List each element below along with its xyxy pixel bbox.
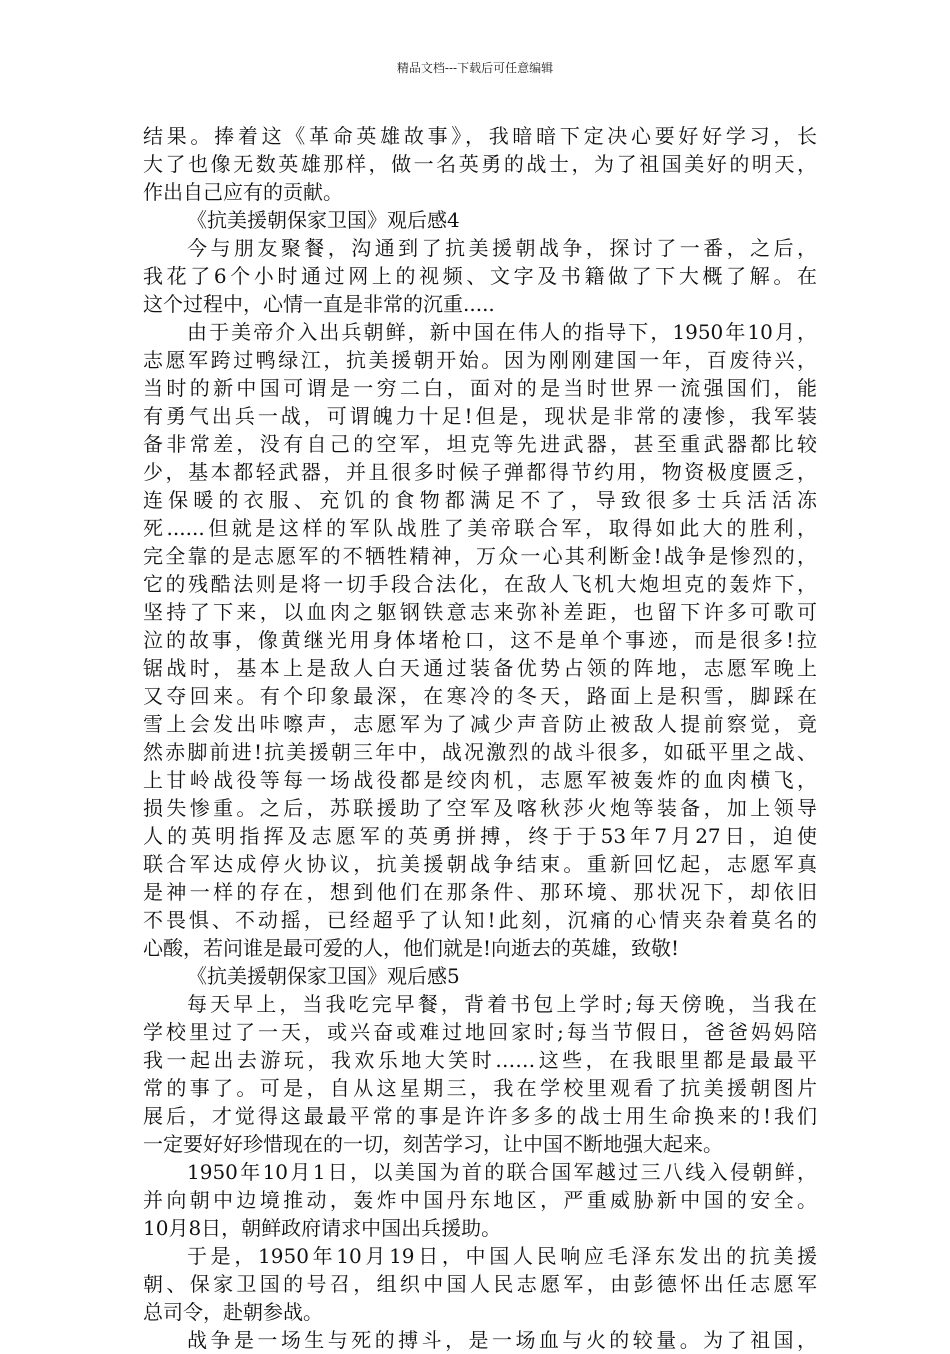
section-heading: 《抗美援朝保家卫国》观后感4 (187, 208, 460, 232)
text-line: 朝、保家卫国的号召，组织中国人民志愿军，由彭德怀出任志愿军 (143, 1272, 817, 1296)
text-line: 结果。捧着这《革命英雄故事》，我暗暗下定决心要好好学习，长 (143, 124, 817, 148)
text-line: 作出自己应有的贡献。 (143, 180, 343, 204)
text-line: 这个过程中，心情一直是非常的沉重..... (143, 292, 495, 316)
text-line: 1950年10月1日，以美国为首的联合国军越过三八线入侵朝鲜， (187, 1160, 817, 1184)
text-line: 少，基本都轻武器，并且很多时候子弹都得节约用，物资极度匮乏， (143, 460, 817, 484)
text-line: 锯战时，基本上是敌人白天通过装备优势占领的阵地，志愿军晚上 (143, 656, 817, 680)
text-line: 由于美帝介入出兵朝鲜，新中国在伟人的指导下，1950年10月， (187, 320, 817, 344)
text-line: 当时的新中国可谓是一穷二白，面对的是当时世界一流强国们，能 (143, 376, 817, 400)
text-line: 人的英明指挥及志愿军的英勇拼搏，终于于53年7月27日，迫使 (143, 824, 817, 848)
text-line: 我一起出去游玩，我欢乐地大笑时……这些，在我眼里都是最最平 (143, 1048, 817, 1072)
text-line: 大了也像无数英雄那样，做一名英勇的战士，为了祖国美好的明天， (143, 152, 817, 176)
text-line: 于是，1950年10月19日，中国人民响应毛泽东发出的抗美援 (187, 1244, 817, 1268)
text-line: 完全靠的是志愿军的不牺牲精神，万众一心其利断金!战争是惨烈的， (143, 544, 817, 568)
text-line: 然赤脚前进!抗美援朝三年中，战况激烈的战斗很多，如砥平里之战、 (143, 740, 817, 764)
text-line: 连保暖的衣服、充饥的食物都满足不了，导致很多士兵活活冻 (143, 488, 817, 512)
text-line: 又夺回来。有个印象最深，在寒冷的冬天，路面上是积雪，脚踩在 (143, 684, 817, 708)
text-line: 有勇气出兵一战，可谓魄力十足!但是，现状是非常的凄惨，我军装 (143, 404, 817, 428)
text-line: 联合军达成停火协议，抗美援朝战争结束。重新回忆起，志愿军真 (143, 852, 817, 876)
text-line: 常的事了。可是，自从这星期三，我在学校里观看了抗美援朝图片 (143, 1076, 817, 1100)
text-line: 它的残酷法则是将一切手段合法化，在敌人飞机大炮坦克的轰炸下， (143, 572, 817, 596)
text-line: 展后，才觉得这最最平常的事是许许多多的战士用生命换来的!我们 (143, 1104, 817, 1128)
text-line: 不畏惧、不动摇，已经超乎了认知!此刻，沉痛的心情夹杂着莫名的 (143, 908, 817, 932)
text-line: 战争是一场生与死的搏斗，是一场血与火的较量。为了祖国， (187, 1328, 817, 1352)
text-line: 心酸，若问谁是最可爱的人，他们就是!向逝去的英雄，致敬! (143, 936, 680, 960)
text-line: 并向朝中边境推动，轰炸中国丹东地区，严重威胁新中国的安全。 (143, 1188, 817, 1212)
text-line: 10月8日，朝鲜政府请求中国出兵援助。 (143, 1216, 502, 1240)
text-line: 学校里过了一天，或兴奋或难过地回家时;每当节假日，爸爸妈妈陪 (143, 1020, 817, 1044)
section-heading: 《抗美援朝保家卫国》观后感5 (187, 964, 460, 988)
text-line: 雪上会发出咔嚓声，志愿军为了减少声音防止被敌人提前察觉，竟 (143, 712, 817, 736)
text-line: 死......但就是这样的军队战胜了美帝联合军，取得如此大的胜利， (143, 516, 817, 540)
text-line: 坚持了下来，以血肉之躯钢铁意志来弥补差距，也留下许多可歌可 (143, 600, 817, 624)
text-line: 损失惨重。之后，苏联援助了空军及喀秋莎火炮等装备，加上领导 (143, 796, 817, 820)
text-line: 我花了6个小时通过网上的视频、文字及书籍做了下大概了解。在 (143, 264, 817, 288)
text-line: 泣的故事，像黄继光用身体堵枪口，这不是单个事迹，而是很多!拉 (143, 628, 817, 652)
text-line: 一定要好好珍惜现在的一切，刻苦学习，让中国不断地强大起来。 (143, 1132, 723, 1156)
text-line: 志愿军跨过鸭绿江，抗美援朝开始。因为刚刚建国一年，百废待兴， (143, 348, 817, 372)
text-line: 每天早上，当我吃完早餐，背着书包上学时;每天傍晚，当我在 (187, 992, 817, 1016)
document-body (143, 122, 817, 1354)
text-line: 是神一样的存在，想到他们在那条件、那环境、那状况下，却依旧 (143, 880, 817, 904)
text-line: 备非常差，没有自己的空军，坦克等先进武器，甚至重武器都比较 (143, 432, 817, 456)
text-line: 上甘岭战役等每一场战役都是绞肉机，志愿军被轰炸的血肉横飞， (143, 768, 817, 792)
text-line: 总司令，赴朝参战。 (143, 1300, 323, 1324)
text-line: 今与朋友聚餐，沟通到了抗美援朝战争，探讨了一番，之后， (187, 236, 817, 260)
page-header: 精品文档---下载后可任意编辑 (396, 61, 554, 75)
